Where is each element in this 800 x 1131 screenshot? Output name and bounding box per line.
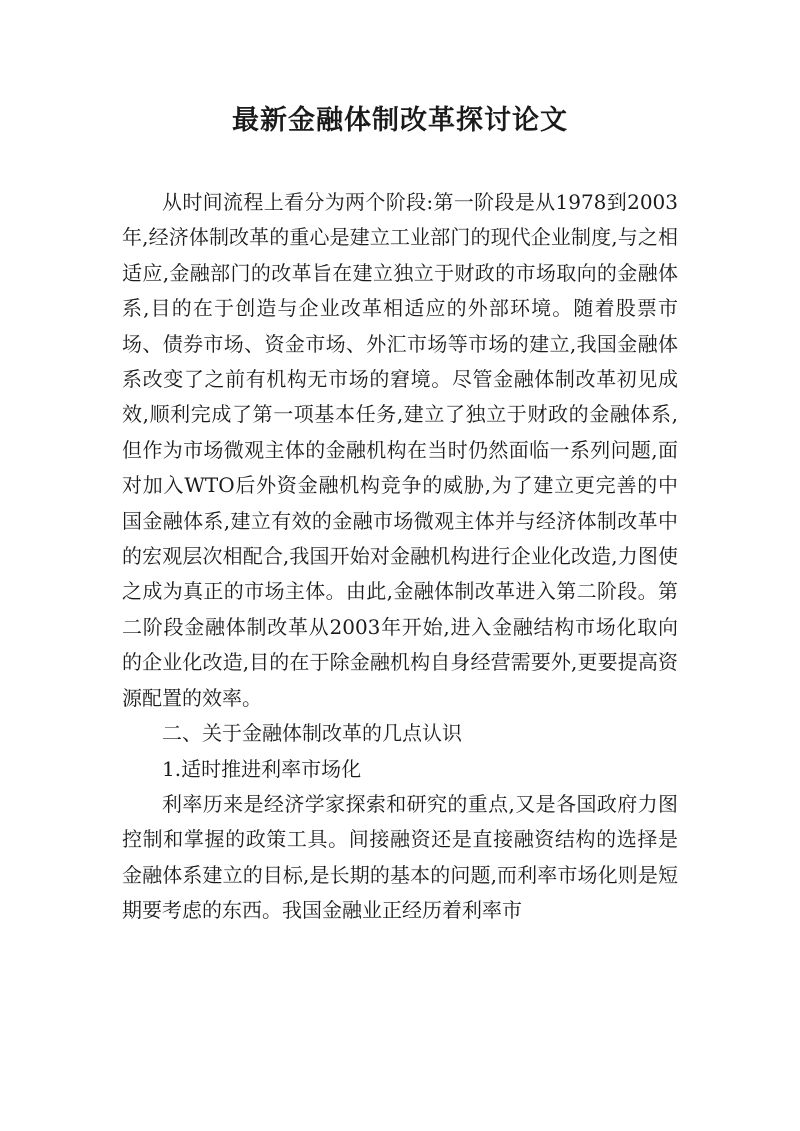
paragraph-interest-rate: 利率历来是经济学家探索和研究的重点,又是各国政府力图控制和掌握的政策工具。间接融资还是直接融资结构的选择是金融体系建立的目标,是长期的基本的问题,而利率市场化则是短期要考虑的东西。我国金融业正经历着利率市 — [122, 791, 678, 923]
document-title: 最新金融体制改革探讨论文 — [232, 105, 568, 136]
document-body — [122, 185, 678, 929]
paragraph-stages: 从时间流程上看分为两个阶段:第一阶段是从1978到2003年,经济体制改革的重心是建立工业部门的现代企业制度,与之相适应,金融部门的改革旨在建立独立于财政的市场取向的金融体系,目的在于创造与企业改革相适应的外部环境。随着股票市场、债券市场、资金市场、外汇市场等市场的建立,我国金融体系改变了之前有机构无市场的窘境。尽管金融体制改革初见成效,顺利完成了第一项基本任务,建立了独立于财政的金融体系,但作为市场微观主体的金融机构在当时仍然面临一系列问题,面对加入WTO后外资金融机构竞争的威胁,为了建立更完善的中国金融体系,建立有效的金融市场微观主体并与经济体制改革中的宏观层次相配合,我国开始对金融机构进行企业化改造,力图使之成为真正的市场主体。由此,金融体制改革进入第二阶段。第二阶段金融体制改革从2003年开始,进入金融结构市场化取向的企业化改造,目的在于除金融机构自身经营需要外,更要提高资源配置的效率。 — [122, 190, 678, 710]
subsection-heading: 1.适时推进利率市场化 — [162, 756, 362, 781]
section-heading: 二、关于金融体制改革的几点认识 — [162, 721, 462, 746]
